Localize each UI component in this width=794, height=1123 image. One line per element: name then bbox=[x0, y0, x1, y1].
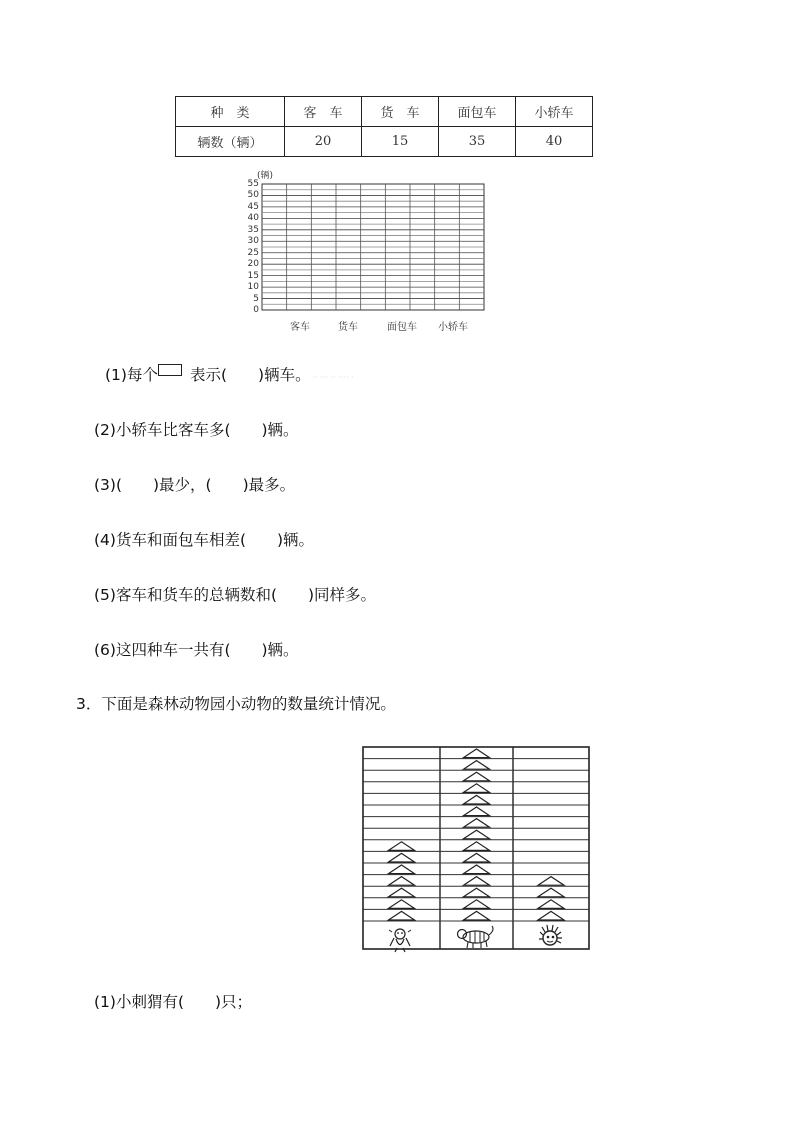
y-tick-label: 40 bbox=[247, 213, 259, 224]
x-tick-label: 面包车 bbox=[387, 322, 417, 333]
triangle-mark bbox=[464, 865, 490, 874]
triangle-mark bbox=[389, 842, 415, 851]
triangle-mark bbox=[464, 830, 490, 839]
triangle-mark bbox=[389, 900, 415, 909]
y-tick-label: 15 bbox=[247, 270, 259, 281]
table-cell: 种 类 bbox=[176, 97, 285, 127]
question-text: 表示( )辆车。 bbox=[189, 366, 303, 384]
x-tick-label: 客车 bbox=[290, 322, 310, 333]
section-3-question-1: (1)小刺猬有( )只； bbox=[94, 993, 253, 1011]
triangle-mark bbox=[389, 853, 415, 862]
table-cell: 面包车 bbox=[439, 97, 516, 127]
x-tick-label: 货车 bbox=[338, 322, 358, 333]
triangle-mark bbox=[464, 911, 490, 920]
pictograph-grid bbox=[362, 746, 590, 956]
y-tick-label: 20 bbox=[247, 259, 259, 270]
faint-marks: ·· ··· ·· ···· · bbox=[312, 373, 354, 382]
question-5: (5)客车和货车的总辆数和( )同样多。 bbox=[94, 586, 377, 604]
question-6: (6)这四种车一共有( )辆。 bbox=[94, 641, 299, 659]
hedgehog-icon bbox=[539, 925, 562, 945]
y-tick-label: 55 bbox=[247, 179, 259, 189]
triangle-mark bbox=[464, 842, 490, 851]
table-cell: 客 车 bbox=[285, 97, 362, 127]
table-cell: 小轿车 bbox=[516, 97, 593, 127]
y-tick-label: 35 bbox=[247, 224, 259, 235]
table-cell: 35 bbox=[439, 127, 516, 157]
table-row bbox=[176, 127, 593, 157]
unit-box-icon bbox=[158, 364, 182, 376]
triangle-mark bbox=[464, 761, 490, 770]
triangle-mark bbox=[464, 772, 490, 781]
y-tick-label: 30 bbox=[247, 236, 259, 247]
question-1 bbox=[105, 363, 354, 385]
triangle-mark bbox=[464, 807, 490, 816]
table-header-row bbox=[176, 97, 593, 127]
y-tick-label: 10 bbox=[247, 282, 259, 293]
triangle-mark bbox=[538, 877, 564, 886]
question-3: (3)( )最少，( )最多。 bbox=[94, 476, 296, 494]
y-tick-label: 25 bbox=[247, 247, 259, 258]
triangle-mark bbox=[464, 900, 490, 909]
triangle-mark bbox=[389, 865, 415, 874]
table-cell: 40 bbox=[516, 127, 593, 157]
triangle-mark bbox=[464, 819, 490, 828]
table-cell: 20 bbox=[285, 127, 362, 157]
triangle-mark bbox=[464, 749, 490, 758]
triangle-mark bbox=[389, 888, 415, 897]
triangle-mark bbox=[464, 784, 490, 793]
x-tick-label: 小轿车 bbox=[438, 322, 468, 333]
triangle-mark bbox=[464, 795, 490, 804]
triangle-mark bbox=[464, 877, 490, 886]
section-3-title: 3．下面是森林动物园小动物的数量统计情况。 bbox=[76, 695, 396, 713]
table-cell: 辆数（辆） bbox=[176, 127, 285, 157]
question-2: (2)小轿车比客车多( )辆。 bbox=[94, 421, 299, 439]
table-cell: 货 车 bbox=[362, 97, 439, 127]
triangle-mark bbox=[464, 888, 490, 897]
table-cell: 15 bbox=[362, 127, 439, 157]
chart-grid bbox=[232, 168, 492, 318]
question-text: (1)每个 bbox=[105, 366, 158, 384]
triangle-mark bbox=[538, 888, 564, 897]
y-tick-label: 0 bbox=[253, 305, 259, 315]
triangle-mark bbox=[389, 911, 415, 920]
triangle-mark bbox=[464, 853, 490, 862]
tiger-icon bbox=[458, 926, 494, 948]
triangle-mark bbox=[538, 911, 564, 920]
triangle-mark bbox=[538, 900, 564, 909]
y-unit-label: (辆) bbox=[257, 171, 274, 181]
y-tick-label: 5 bbox=[253, 293, 259, 304]
question-4: (4)货车和面包车相差( )辆。 bbox=[94, 531, 315, 549]
pictograph-border bbox=[363, 747, 589, 949]
vehicle-table bbox=[175, 96, 593, 157]
triangle-mark bbox=[389, 877, 415, 886]
animal-pictograph bbox=[362, 746, 590, 960]
y-tick-label: 45 bbox=[247, 201, 259, 212]
y-tick-label: 50 bbox=[247, 190, 259, 201]
